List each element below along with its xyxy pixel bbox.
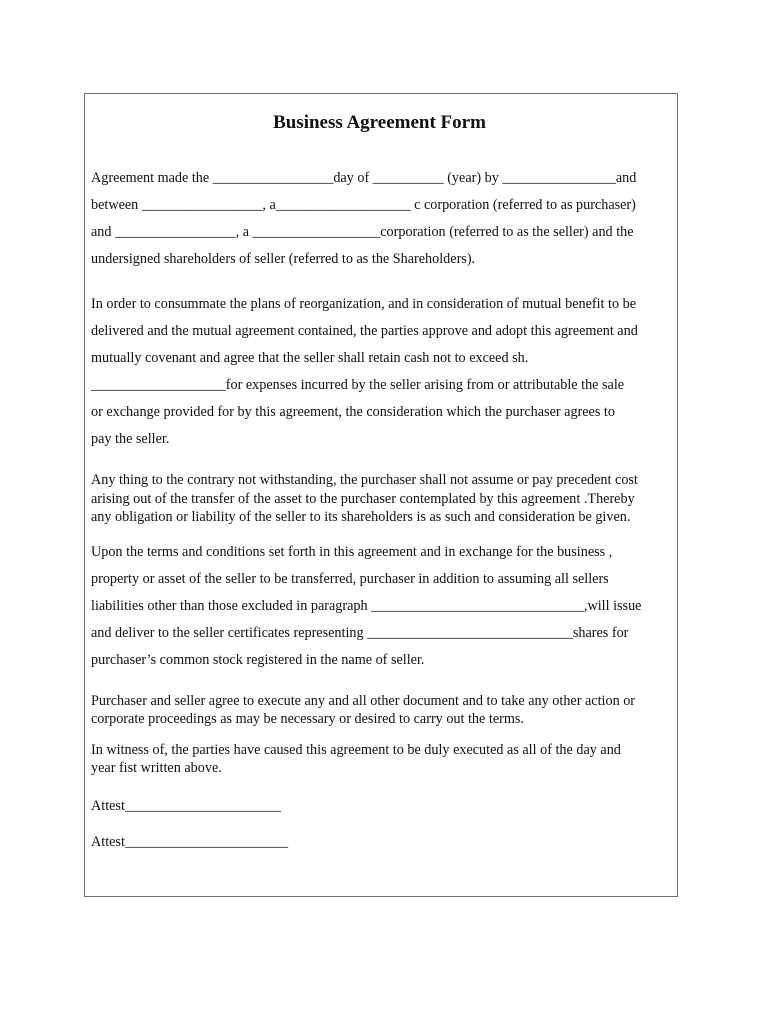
agreement-document bbox=[91, 110, 676, 852]
text-line: undersigned shareholders of seller (referred to as the Shareholders). bbox=[91, 251, 476, 267]
text-line: property or asset of the seller to be transferred, purchaser in addition to assuming all sellers bbox=[91, 570, 609, 587]
text-line: and _________________, a __________________corporation (referred to as the seller) and the bbox=[91, 224, 634, 240]
text-line: Any thing to the contrary not withstanding, the purchaser shall not assume or pay precedent cost bbox=[91, 472, 638, 488]
text-line: In order to consummate the plans of reorganization, and in consideration of mutual benefit to be bbox=[91, 296, 637, 312]
text-line: Purchaser and seller agree to execute any and all other document and to take any other action or bbox=[91, 692, 636, 709]
text-line: or exchange provided for by this agreement, the consideration which the purchaser agrees to bbox=[91, 404, 615, 420]
text-line: In witness of, the parties have caused this agreement to be duly executed as all of the day and bbox=[91, 741, 621, 758]
text-line: between _________________, a___________________ c corporation (referred to as purchaser) bbox=[91, 197, 636, 213]
text-line: mutually covenant and agree that the seller shall retain cash not to exceed sh. bbox=[91, 350, 529, 366]
text-line: liabilities other than those excluded in paragraph ______________________________,will issue bbox=[91, 597, 642, 614]
page-title: Business Agreement Form bbox=[273, 112, 486, 133]
text-line: purchaser’s common stock registered in the name of seller. bbox=[91, 651, 425, 668]
text-line: and deliver to the seller certificates representing _____________________________shares for bbox=[91, 624, 629, 641]
text-line: year fist written above. bbox=[91, 760, 222, 776]
text-line: ___________________for expenses incurred by the seller arising from or attributable the sale bbox=[91, 377, 625, 393]
terms-paragraph bbox=[91, 539, 676, 674]
text-line: Upon the terms and conditions set forth in this agreement and in exchange for the business , bbox=[91, 543, 613, 560]
witness-paragraph bbox=[91, 741, 676, 778]
liability-paragraph bbox=[91, 471, 676, 527]
reorganization-paragraph bbox=[91, 291, 676, 453]
text-line: corporate proceedings as may be necessary or desired to carry out the terms. bbox=[91, 711, 524, 727]
execution-paragraph bbox=[91, 692, 676, 729]
text-line: any obligation or liability of the seller to its shareholders is as such and consideration be given. bbox=[91, 509, 631, 525]
attest-line-2: Attest_______________________ bbox=[91, 833, 289, 850]
text-line: pay the seller. bbox=[91, 431, 170, 447]
text-line: delivered and the mutual agreement contained, the parties approve and adopt this agreement and bbox=[91, 323, 638, 339]
attest-line-1: Attest______________________ bbox=[91, 797, 281, 814]
text-line: Agreement made the _________________day of __________ (year) by ________________and bbox=[91, 170, 637, 186]
parties-paragraph bbox=[91, 165, 676, 273]
text-line: arising out of the transfer of the asset to the purchaser contemplated by this agreement .Thereby bbox=[91, 490, 635, 507]
